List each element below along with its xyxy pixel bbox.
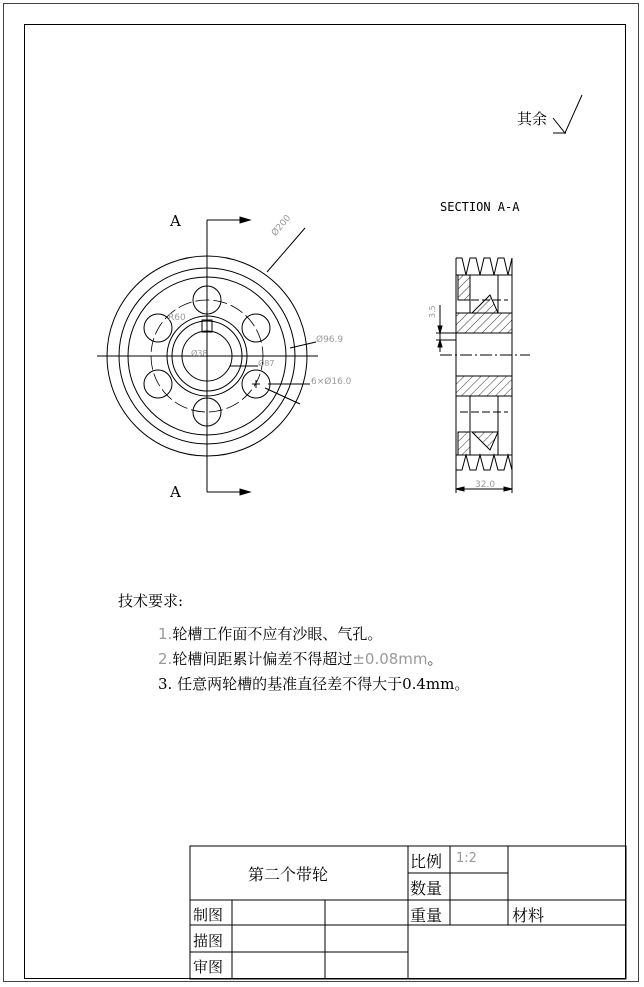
front-view [97,217,318,495]
section-view [436,258,530,493]
dim-groove-height: 3.5 [428,305,437,318]
requirement-2-end: 。 [427,650,443,668]
roughness-note: 其余 [517,110,548,128]
hatch-lower-web [456,376,512,396]
scale-value: 1:2 [456,851,477,866]
material-label: 材料 [512,906,545,925]
hole-upper-right [242,314,270,342]
checked-label: 审图 [193,958,224,976]
part-name: 第二个带轮 [248,865,329,884]
dim-outer-diameter: Ø200 [270,213,294,239]
dim-width: 32.0 [475,480,496,490]
hatch-upper-web [456,313,512,333]
requirement-2-value: ±0.08mm [352,650,428,668]
dim-bore: Ø38 [191,349,208,358]
traced-label: 描图 [193,932,224,950]
section-marker-bottom: A [170,483,181,501]
scale-label: 比例 [410,852,443,871]
requirement-2 [158,648,443,669]
dim-hub-diameter: Ø96.9 [316,335,344,345]
requirement-2-number: 2. [158,650,173,668]
section-title: SECTION A-A [440,200,520,214]
requirement-1-number: 1. [158,625,173,643]
quantity-label: 数量 [410,879,443,898]
hatch-upper-rim [458,275,470,300]
hatch-lower-rim [458,432,470,455]
requirements-title: 技术要求: [118,592,184,610]
dim-holes: 6×Ø16.0 [311,377,352,387]
requirement-1-text: 轮槽工作面不应有沙眼、气孔。 [172,625,383,643]
dim-radius: R60 [168,313,186,323]
dim-bolt-circle: Ø87 [258,359,275,368]
requirement-3: 3. 任意两轮槽的基准直径差不得大于0.4mm。 [158,675,470,693]
section-marker-top: A [170,212,181,230]
requirement-2-text: 轮槽间距累计偏差不得超过 [172,650,353,668]
drawn-label: 制图 [193,906,224,924]
weight-label: 重量 [410,906,443,925]
hole-lower-left [144,370,172,398]
requirement-1 [158,623,382,644]
roughness-symbol [553,95,582,133]
